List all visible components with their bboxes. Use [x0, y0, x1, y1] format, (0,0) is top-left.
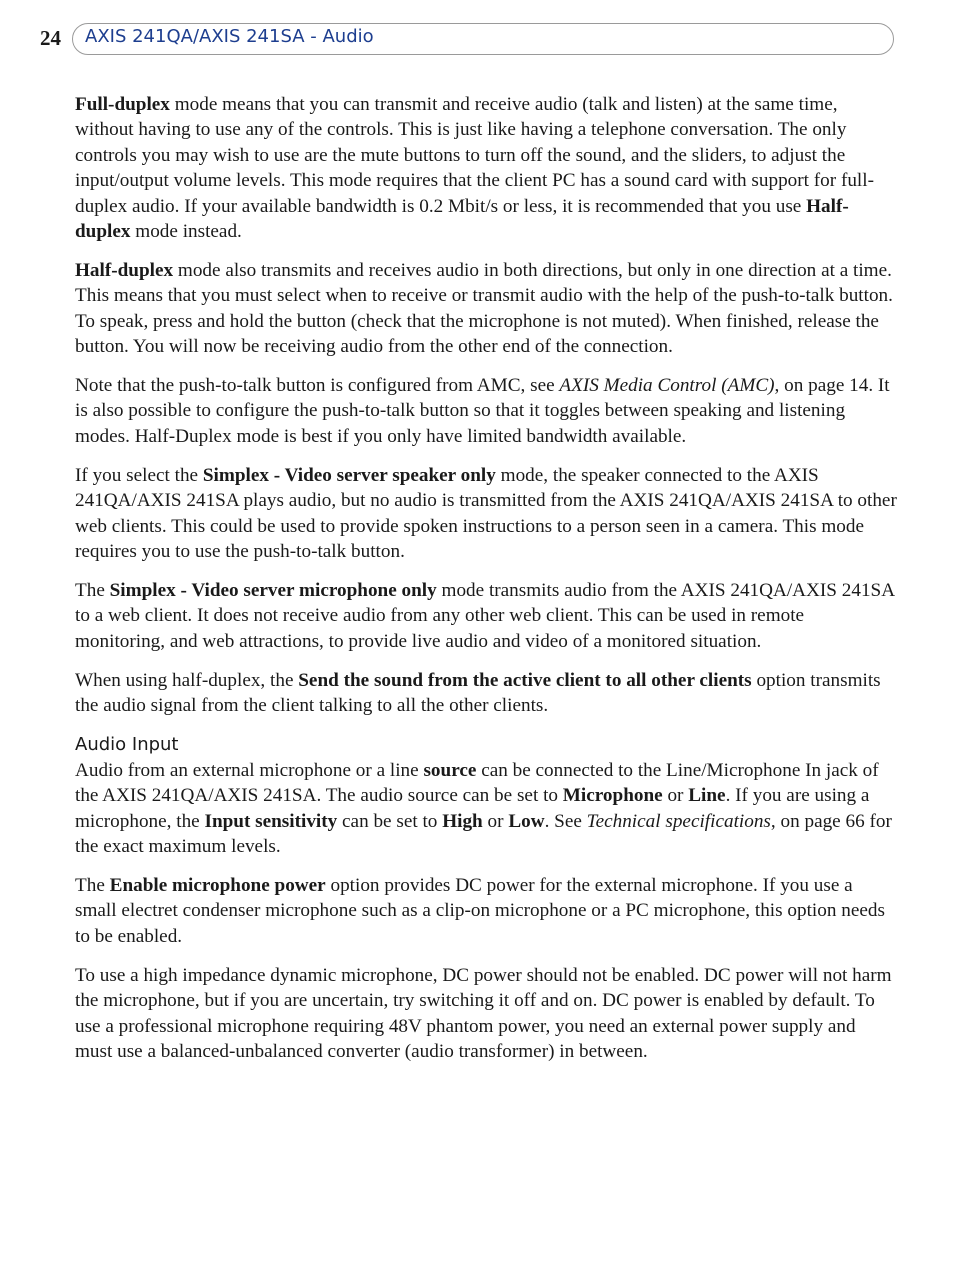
text: , on page 66 for the exact maximum levels. — [75, 810, 892, 858]
page-header — [40, 22, 896, 58]
text: Note that the push-to-talk button is configured from AMC, see — [75, 375, 560, 397]
term-enable-microphone-power: Enable microphone power — [109, 875, 326, 897]
paragraph-simplex-speaker — [75, 463, 897, 565]
term-simplex-speaker: Simplex - Video server speaker only — [202, 464, 496, 486]
text: The — [75, 875, 110, 897]
text: When using half-duplex, the — [75, 669, 299, 691]
text: To use a high impedance dynamic microphone, DC power should not be enabled. DC power will not harm the microphone, but if you are uncertain, try switching it off and on. DC power is enabled by default. To use a professional microphone requiring 48V phantom power, you need an external power supply and must use a balanced-unbalanced converter (audio transformer) in between. — [75, 964, 892, 1062]
text: mode instead. — [130, 221, 242, 243]
term-full-duplex: Full-duplex — [75, 94, 170, 115]
term-line: Line — [688, 785, 726, 807]
text: mode transmits audio from the AXIS 241QA/AXIS 241SA to a web client. It does not receive audio from any other web client. This can be used in remote monitoring, and web attractions, to provide live audio and video of a monitored situation. — [75, 579, 895, 652]
text: . If you are using a microphone, the — [75, 785, 870, 832]
text: If you select the — [75, 464, 203, 486]
text: can be set to — [337, 810, 443, 832]
text: Audio from an external microphone or a line — [75, 759, 424, 781]
header-title: AXIS 241QA/AXIS 241SA - Audio — [85, 26, 374, 47]
text: or — [662, 785, 689, 807]
text: can be connected to the Line/Microphone In jack of the AXIS 241QA/AXIS 241SA. The audio source can be set to — [75, 759, 879, 807]
paragraph-push-to-talk — [75, 373, 897, 449]
text: option transmits the audio signal from the client talking to all the other clients. — [75, 669, 881, 717]
term-low: Low — [508, 810, 545, 832]
term-simplex-microphone: Simplex - Video server microphone only — [109, 579, 437, 601]
term-send-sound: Send the sound from the active client to all other clients — [298, 669, 752, 691]
paragraph-simplex-microphone — [75, 578, 897, 654]
text: The — [75, 579, 110, 601]
paragraph-full-duplex — [75, 92, 897, 244]
text: mode means that you can transmit and receive audio (talk and listen) at the same time, without having to use any of the controls. This is just like having a telephone conversation. The only controls you may wish to use are the mute buttons to turn off the sound, and the sliders, to adjust the input/output volume levels. This mode requires that the client PC has a sound card with support for full-duplex audio. If your available bandwidth is 0.2 Mbit/s or less, it is recommended that you use — [75, 94, 874, 217]
paragraph-dc-power — [75, 963, 897, 1065]
section-heading-audio-input: Audio Input — [75, 733, 179, 755]
text: mode, the speaker connected to the AXIS 241QA/AXIS 241SA plays audio, but no audio is transmitted from the AXIS 241QA/AXIS 241SA to other web clients. This could be used to provide spoken instructions to a person seen in a camera. This mode requires you to use the push-to-talk button. — [75, 464, 897, 562]
term-microphone: Microphone — [562, 785, 663, 807]
text: or — [482, 810, 509, 832]
text: option provides DC power for the external microphone. If you use a small electret condenser microphone such as a clip-on microphone or a PC microphone, this option needs to be enabled. — [75, 875, 885, 947]
paragraph-send-sound — [75, 668, 897, 719]
paragraph-half-duplex — [75, 258, 897, 360]
term-half-duplex: Half-duplex — [75, 259, 174, 281]
reference-amc: AXIS Media Control (AMC) — [559, 375, 775, 397]
reference-technical-specifications: Technical specifications — [586, 810, 771, 832]
paragraph-microphone-power — [75, 873, 897, 949]
term-high: High — [442, 810, 483, 832]
page-number: 24 — [40, 26, 61, 50]
text: , on page 14. It is also possible to configure the push-to-talk button so that it toggles between speaking and listening modes. Half-Duplex mode is best if you only have limited bandwidth available. — [75, 375, 890, 447]
paragraph-audio-input — [75, 758, 897, 860]
header-title-box — [72, 23, 894, 55]
page-body — [75, 92, 897, 1078]
text: . See — [544, 810, 587, 832]
term-half-duplex: Half-duplex — [75, 195, 849, 243]
text: mode also transmits and receives audio in both directions, but only in one direction at a time. This means that you must select when to receive or transmit audio with the help of the push-to-talk button. To speak, press and hold the button (check that the microphone is not muted). When finished, release the button. You will now be receiving audio from the other end of the connection. — [75, 259, 893, 358]
term-input-sensitivity: Input sensitivity — [204, 810, 338, 832]
term-source: source — [423, 759, 477, 781]
